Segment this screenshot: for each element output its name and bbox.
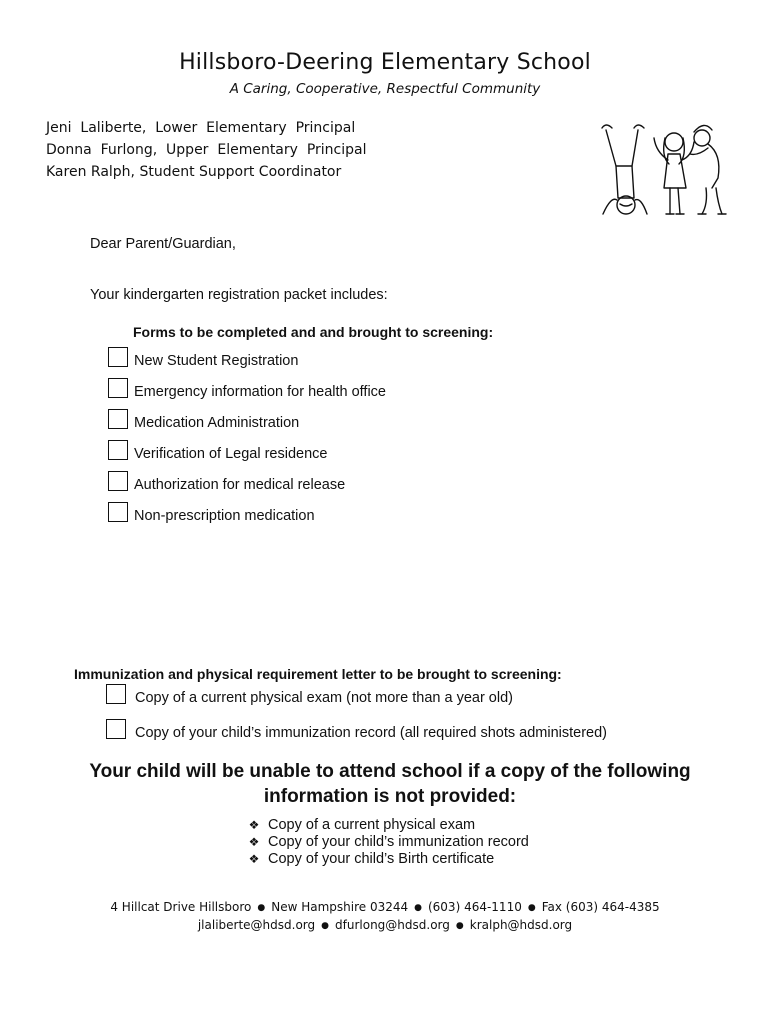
list-item: ❖ Copy of your child’s Birth certificate	[246, 851, 494, 867]
bullet-dot-icon: ●	[257, 903, 266, 913]
packet-intro: Your kindergarten registration packet includes:	[90, 287, 388, 303]
email-link[interactable]: kralph@hdsd.org	[469, 918, 573, 932]
form-label: Authorization for medical release	[134, 477, 346, 493]
email-link[interactable]: dfurlong@hdsd.org	[335, 918, 450, 932]
email-link[interactable]: jlaliberte@hdsd.org	[197, 918, 316, 932]
warning-line-2: information is not provided:	[263, 786, 517, 807]
footer-address: 4 Hillcat Drive Hillsboro ● New Hampshire 03244 ● (603) 464-1110 ● Fax (603) 464-4385	[110, 900, 660, 914]
form-label: Emergency information for health office	[134, 384, 387, 400]
salutation: Dear Parent/Guardian,	[90, 236, 236, 252]
form-label: Medication Administration	[134, 415, 300, 431]
staff-line-2: Donna Furlong, Upper Elementary Principal	[46, 142, 367, 158]
staff-line-3: Karen Ralph, Student Support Coordinator	[46, 164, 342, 180]
warning-line-1: Your child will be unable to attend school if a copy of the following	[89, 761, 691, 782]
checkbox-medication-administration[interactable]	[108, 409, 128, 429]
checkbox-new-student-registration[interactable]	[108, 347, 128, 367]
checkbox-legal-residence[interactable]	[108, 440, 128, 460]
bullet-dot-icon: ●	[321, 921, 330, 931]
form-label: Non-prescription medication	[134, 508, 315, 524]
immunization-heading: Immunization and physical requirement letter to be brought to screening:	[74, 666, 562, 682]
diamond-cluster-icon: ❖	[248, 818, 260, 832]
children-playing-illustration	[598, 118, 728, 220]
checkbox-emergency-information[interactable]	[108, 378, 128, 398]
immunization-label: Copy of your child’s immunization record (all required shots administered)	[135, 725, 607, 741]
bullet-dot-icon: ●	[455, 921, 464, 931]
diamond-cluster-icon: ❖	[248, 835, 260, 849]
bullet-dot-icon: ●	[527, 903, 536, 913]
checkbox-non-prescription-medication[interactable]	[108, 502, 128, 522]
bullet-dot-icon: ●	[414, 903, 422, 913]
list-item: ❖ Copy of your child’s immunization record	[246, 834, 529, 850]
form-label: New Student Registration	[134, 353, 299, 369]
footer-emails	[0, 918, 770, 932]
forms-heading: Forms to be completed and and brought to screening:	[133, 324, 494, 340]
list-item: ❖ Copy of a current physical exam	[246, 817, 475, 833]
school-name: Hillsboro-Deering Elementary School	[179, 50, 591, 75]
school-tagline: A Caring, Cooperative, Respectful Community	[229, 81, 541, 97]
immunization-label: Copy of a current physical exam (not more than a year old)	[135, 690, 513, 706]
form-label: Verification of Legal residence	[134, 446, 328, 462]
checkbox-immunization-record[interactable]	[106, 719, 126, 739]
diamond-cluster-icon: ❖	[248, 852, 260, 866]
staff-line-1: Jeni Laliberte, Lower Elementary Principal	[46, 120, 356, 136]
attendance-warning	[40, 759, 740, 809]
checkbox-medical-release[interactable]	[108, 471, 128, 491]
checkbox-physical-exam[interactable]	[106, 684, 126, 704]
